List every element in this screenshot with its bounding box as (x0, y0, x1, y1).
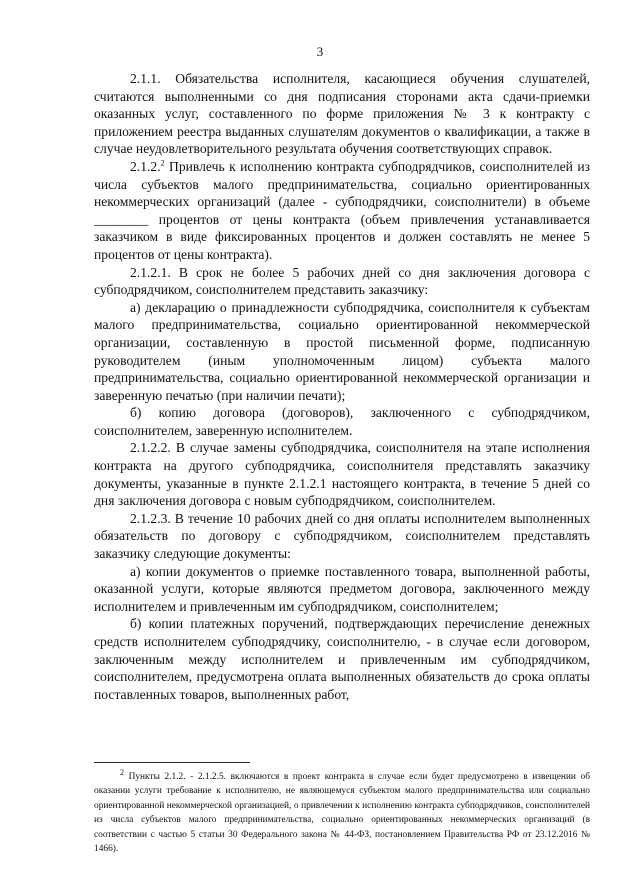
paragraph-2-1-2-2: 2.1.2.2. В случае замены субподрядчика, соисполнителя на этапе исполнения контракта на другого субподрядчика, соисполнителя представлять заказчику документы, указанные в пункте 2.1.2.1 настоящего контракта, в течение 5 дней со дня заключения договора с новым субподрядчиком, соисполнителем. (94, 440, 590, 509)
clause-number: 2.1.2. (130, 158, 161, 174)
footnote-divider (94, 762, 250, 763)
footnote-reference: 2 (160, 158, 165, 168)
paragraph-2-1-2-3: 2.1.2.3. В течение 10 рабочих дней со дня оплаты исполнителем выполненных обязательств по договору с субподрядчиком, соисполнителем представлять заказчику следующие документы: (94, 510, 590, 562)
footnote-text (94, 767, 590, 856)
paragraph-item-b-contract-copy: б) копию договора (договоров), заключенного с субподрядчиком, соисполнителем, заверенную исполнителем. (94, 405, 590, 438)
paragraph-item-a-acceptance-docs: а) копии документов о приемке поставленного товара, выполненной работы, оказанной услуги, которые являются предметом договора, заключенного между исполнителем и привлеченным им субподрядчиком, соисполнителем; (94, 563, 590, 614)
paragraph-2-1-2-1: 2.1.2.1. В срок не более 5 рабочих дней со дня заключения договора с субподрядчиком, соисполнителем представить заказчику: (94, 264, 590, 298)
page-number: 3 (316, 44, 324, 59)
footnote (94, 767, 590, 856)
clause-text-part-2: процентов от цены контракта (объем привлечения устанавливается заказчиком в виде фиксированных процентов и должен составлять не менее 5 процентов от цены контракта). (94, 211, 590, 262)
clause-text-part-1: Привлечь к исполнению контракта субподрядчиков, соисполнителей из числа субъектов малого предпринимательства, социально ориентированных некоммерческих организаций (далее - субподрядчики, соисполнители) в объеме (94, 158, 590, 210)
document-body (94, 70, 590, 703)
percent-blank-field: ________ (94, 211, 149, 227)
paragraph-item-b-payment-orders: б) копии платежных поручений, подтверждающих перечисление денежных средств исполнителем субподрядчику, соисполнителю, - в случае если договором, заключенным между исполнителем и привлеченным им субподрядчиком, соисполнителем, предусмотрена оплата выполненных обязательств до срока оплаты поставленных товаров, выполненных работ, (94, 616, 590, 702)
paragraph-2-1-2 (94, 158, 590, 264)
paragraph-2-1-1: 2.1.1. Обязательства исполнителя, касающиеся обучения слушателей, считаются выполненными со дня подписания сторонами акта сдачи-приемки оказанных услуг, составленного по форме приложения № 3 к контракту с приложением реестра выданных слушателям документов о квалификации, а также в случае неудовлетворительного результата обучения соответствующих справок. (94, 71, 590, 157)
footnote-body: Пункты 2.1.2. - 2.1.2.5. включаются в проект контракта в случае если будет предусмотрено в извещении об оказании услуги требование к исполнителю, не являющемуся субъектом малого предпринимательства или социально ориентированной некоммерческой организацией, о привлечении к исполнению контракта субподрядчиков, соисполнителей из числа субъектов малого предпринимательства, социально ориентированных некоммерческих организаций (в соответствии с частью 5 статьи 30 Федерального закона № 44-ФЗ, постановлением Правительства РФ от 23.12.2016 № 1466). (94, 772, 590, 855)
paragraph-item-a-declaration: а) декларацию о принадлежности субподрядчика, соисполнителя к субъектам малого предпринимательства, социально ориентированной некоммерческой организации, составленную в простой письменной форме, подписанную руководителем (иным уполномоченным лицом) субъекта малого предпринимательства, социально ориентированной некоммерческой организации и заверенную печатью (при наличии печати); (94, 299, 590, 403)
footnote-marker: 2 (120, 767, 124, 777)
